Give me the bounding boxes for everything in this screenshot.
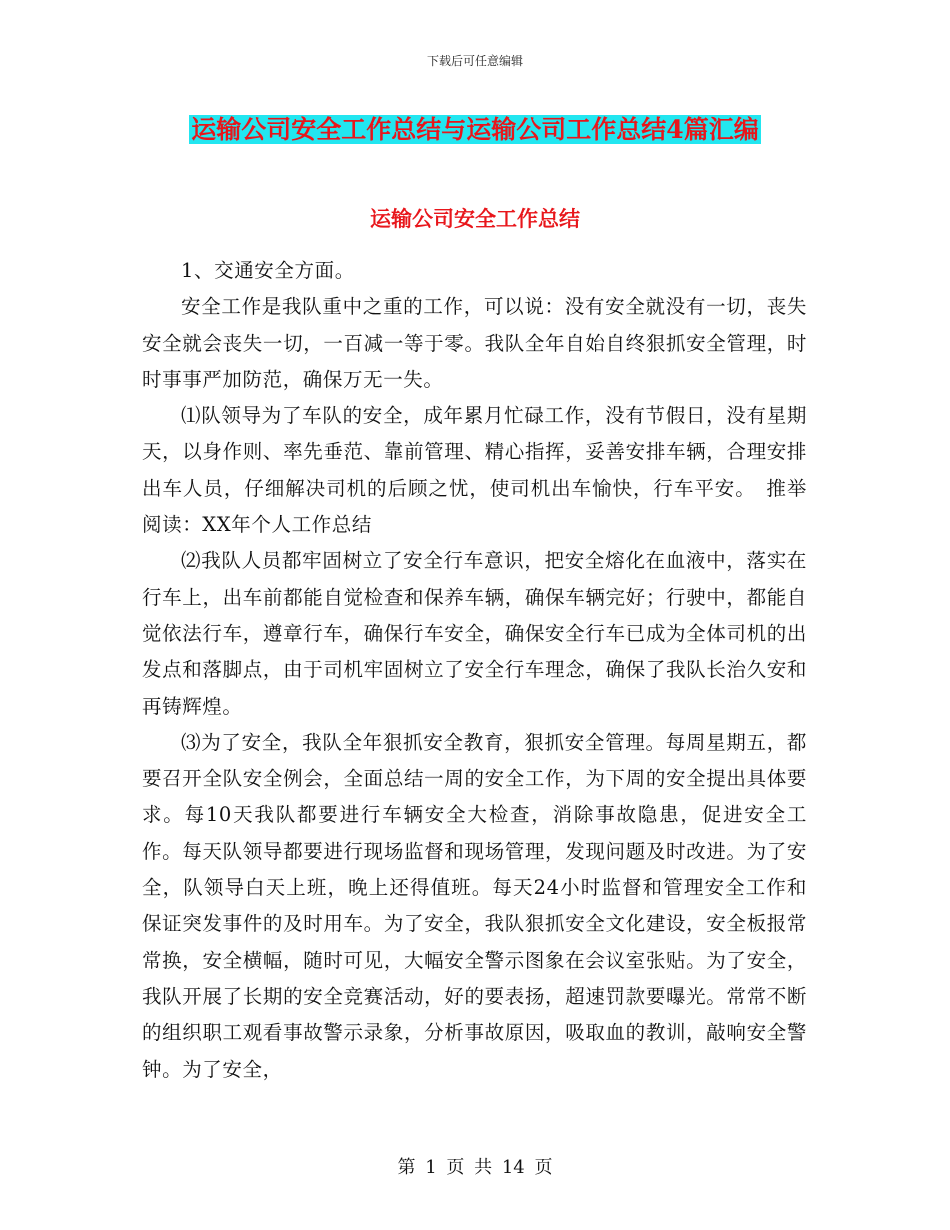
header-note: 下载后可任意编辑 [426, 54, 523, 68]
paragraph: ⑴队领导为了车队的安全，成年累月忙碌工作，没有节假日，没有星期天，以身作则、率先垂范、靠前管理、精心指挥，妥善安排车辆，合理安排出车人员，仔细解决司机的后顾之忧，使司机出车愉快，行车平安。 推举阅读：XX年个人工作总结 [142, 404, 807, 537]
document-title-text: 运输公司安全工作总结与运输公司工作总结4篇汇编 [191, 115, 759, 144]
document-title [0, 112, 950, 148]
document-body [142, 253, 807, 1088]
section-title: 运输公司安全工作总结 [370, 206, 580, 231]
paragraph: ⑵我队人员都牢固树立了安全行车意识，把安全熔化在血液中，落实在行车上，出车前都能自觉检查和保养车辆，确保车辆完好；行驶中，都能自觉依法行车，遵章行车，确保行车安全，确保安全行车已成为全体司机的出发点和落脚点，由于司机牢固树立了安全行车理念，确保了我队长治久安和再铸辉煌。 [142, 549, 807, 718]
page-number-footer: 第 1 页 共 14 页 [397, 1157, 553, 1178]
paragraph: ⑶为了安全，我队全年狠抓安全教育，狠抓安全管理。每周星期五，都要召开全队安全例会，全面总结一周的安全工作，为下周的安全提出具体要求。每10天我队都要进行车辆安全大检查，消除事故隐患，促进安全工作。每天队领导都要进行现场监督和现场管理，发现问题及时改进。为了安全，队领导白天上班，晚上还得值班。每天24小时监督和管理安全工作和保证突发事件的及时用车。为了安全，我队狠抓安全文化建设，安全板报常常换，安全横幅，随时可见，大幅安全警示图象在会议室张贴。为了安全，我队开展了长期的安全竞赛活动，好的要表扬，超速罚款要曝光。常常不断的组织职工观看事故警示录象，分析事故原因，吸取血的教训，敲响安全警钟。为了安全， [142, 730, 807, 1081]
paragraph: 安全工作是我队重中之重的工作，可以说：没有安全就没有一切，丧失安全就会丧失一切，一百减一等于零。我队全年自始自终狠抓安全管理，时时事事严加防范，确保万无一失。 [142, 295, 807, 391]
paragraph: 1、交通安全方面。 [181, 259, 355, 282]
